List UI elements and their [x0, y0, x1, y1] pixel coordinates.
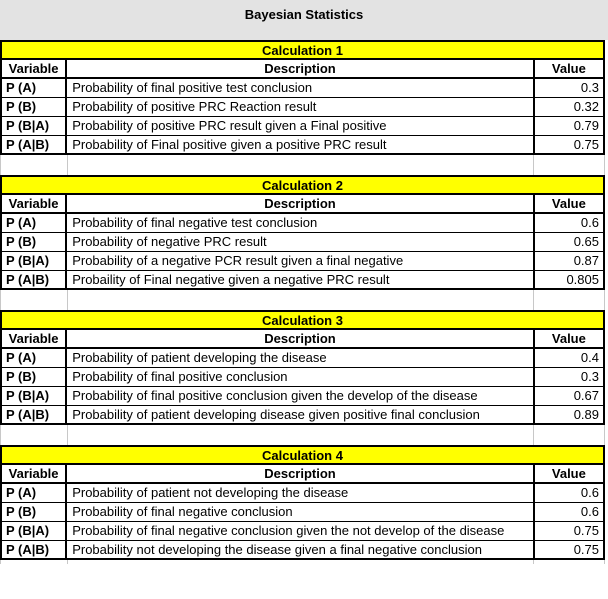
- calculation-table: [0, 175, 605, 290]
- calculation-table: [0, 445, 605, 560]
- variable-cell[interactable]: P (A): [1, 483, 66, 502]
- table-row: [1, 367, 604, 386]
- variable-cell[interactable]: P (A|B): [1, 540, 66, 559]
- calculation-section: [0, 40, 608, 175]
- gridline: [67, 155, 68, 175]
- description-cell[interactable]: Probability of patient developing the disease: [66, 348, 534, 367]
- value-cell[interactable]: 0.805: [534, 270, 604, 289]
- gridline: [604, 560, 605, 564]
- section-body: [1, 348, 604, 424]
- value-cell[interactable]: 0.87: [534, 251, 604, 270]
- variable-cell[interactable]: P (A): [1, 348, 66, 367]
- sheet-gridline-gap: [0, 155, 608, 175]
- table-row: [1, 135, 604, 154]
- variable-cell[interactable]: P (A|B): [1, 405, 66, 424]
- section-title-cell[interactable]: Calculation 1: [1, 41, 604, 59]
- title-band: [0, 0, 608, 40]
- sheet-gridline-gap: [0, 290, 608, 310]
- value-cell[interactable]: 0.89: [534, 405, 604, 424]
- section-header-row: [1, 446, 604, 464]
- table-row: [1, 540, 604, 559]
- value-cell[interactable]: 0.6: [534, 213, 604, 232]
- section-title-cell[interactable]: Calculation 2: [1, 176, 604, 194]
- calculation-section: [0, 175, 608, 310]
- variable-cell[interactable]: P (B|A): [1, 251, 66, 270]
- section-body: [1, 213, 604, 289]
- gridline: [604, 290, 605, 310]
- variable-cell[interactable]: P (B): [1, 232, 66, 251]
- value-cell[interactable]: 0.75: [534, 540, 604, 559]
- variable-column-header[interactable]: Variable: [1, 194, 66, 213]
- calculation-section: [0, 445, 608, 564]
- table-row: [1, 116, 604, 135]
- value-cell[interactable]: 0.75: [534, 521, 604, 540]
- table-row: [1, 213, 604, 232]
- table-row: [1, 348, 604, 367]
- description-cell[interactable]: Probability of final negative conclusion given the not develop of the disease: [66, 521, 534, 540]
- description-column-header[interactable]: Description: [66, 464, 534, 483]
- value-cell[interactable]: 0.3: [534, 367, 604, 386]
- section-body: [1, 78, 604, 154]
- gridline: [67, 290, 68, 310]
- gridline: [533, 290, 534, 310]
- value-cell[interactable]: 0.67: [534, 386, 604, 405]
- value-cell[interactable]: 0.32: [534, 97, 604, 116]
- table-row: [1, 521, 604, 540]
- table-row: [1, 270, 604, 289]
- description-column-header[interactable]: Description: [66, 329, 534, 348]
- description-cell[interactable]: Probability of final positive conclusion given the develop of the disease: [66, 386, 534, 405]
- gridline: [67, 425, 68, 445]
- table-row: [1, 251, 604, 270]
- variable-cell[interactable]: P (B): [1, 97, 66, 116]
- variable-cell[interactable]: P (B|A): [1, 386, 66, 405]
- description-cell[interactable]: Probability of positive PRC Reaction result: [66, 97, 534, 116]
- table-row: [1, 232, 604, 251]
- variable-cell[interactable]: P (A|B): [1, 270, 66, 289]
- table-row: [1, 502, 604, 521]
- section-title-cell[interactable]: Calculation 3: [1, 311, 604, 329]
- gridline: [0, 290, 1, 310]
- value-column-header[interactable]: Value: [534, 464, 604, 483]
- description-cell[interactable]: Probability not developing the disease given a final negative conclusion: [66, 540, 534, 559]
- variable-cell[interactable]: P (B|A): [1, 116, 66, 135]
- calculation-table: [0, 310, 605, 425]
- section-title-cell[interactable]: Calculation 4: [1, 446, 604, 464]
- gridline: [604, 155, 605, 175]
- gridline: [67, 560, 68, 564]
- column-header-row: [1, 464, 604, 483]
- description-cell[interactable]: Probability of final negative conclusion: [66, 502, 534, 521]
- table-row: [1, 483, 604, 502]
- gridline: [533, 425, 534, 445]
- value-cell[interactable]: 0.3: [534, 78, 604, 97]
- column-header-row: [1, 59, 604, 78]
- value-column-header[interactable]: Value: [534, 329, 604, 348]
- variable-cell[interactable]: P (B|A): [1, 521, 66, 540]
- column-header-row: [1, 329, 604, 348]
- variable-column-header[interactable]: Variable: [1, 464, 66, 483]
- value-cell[interactable]: 0.6: [534, 483, 604, 502]
- section-header-row: [1, 176, 604, 194]
- value-cell[interactable]: 0.4: [534, 348, 604, 367]
- description-cell[interactable]: Probability of patient not developing the disease: [66, 483, 534, 502]
- gridline: [0, 425, 1, 445]
- description-cell[interactable]: Probability of a negative PCR result given a final negative: [66, 251, 534, 270]
- variable-column-header[interactable]: Variable: [1, 59, 66, 78]
- description-cell[interactable]: Probability of Final positive given a positive PRC result: [66, 135, 534, 154]
- calculation-section: [0, 310, 608, 445]
- page-title: Bayesian Statistics: [244, 7, 364, 22]
- variable-column-header[interactable]: Variable: [1, 329, 66, 348]
- table-row: [1, 405, 604, 424]
- gridline: [533, 155, 534, 175]
- value-cell[interactable]: 0.75: [534, 135, 604, 154]
- description-cell[interactable]: Probaility of Final negative given a negative PRC result: [66, 270, 534, 289]
- variable-cell[interactable]: P (B): [1, 502, 66, 521]
- sections-container: [0, 40, 608, 564]
- gridline: [604, 425, 605, 445]
- sheet-gridline-gap: [0, 560, 608, 564]
- description-cell[interactable]: Probability of patient developing disease given positive final conclusion: [66, 405, 534, 424]
- value-cell[interactable]: 0.6: [534, 502, 604, 521]
- gridline: [533, 560, 534, 564]
- description-column-header[interactable]: Description: [66, 194, 534, 213]
- value-column-header[interactable]: Value: [534, 194, 604, 213]
- description-cell[interactable]: Probability of final positive test conclusion: [66, 78, 534, 97]
- gridline: [0, 560, 1, 564]
- description-cell[interactable]: Probability of positive PRC result given a Final positive: [66, 116, 534, 135]
- variable-cell[interactable]: P (A): [1, 213, 66, 232]
- calculation-table: [0, 40, 605, 155]
- description-column-header[interactable]: Description: [66, 59, 534, 78]
- value-cell[interactable]: 0.79: [534, 116, 604, 135]
- table-row: [1, 386, 604, 405]
- variable-cell[interactable]: P (B): [1, 367, 66, 386]
- description-cell[interactable]: Probability of negative PRC result: [66, 232, 534, 251]
- variable-cell[interactable]: P (A): [1, 78, 66, 97]
- value-cell[interactable]: 0.65: [534, 232, 604, 251]
- description-cell[interactable]: Probability of final negative test conclusion: [66, 213, 534, 232]
- section-body: [1, 483, 604, 559]
- variable-cell[interactable]: P (A|B): [1, 135, 66, 154]
- table-row: [1, 97, 604, 116]
- section-header-row: [1, 311, 604, 329]
- column-header-row: [1, 194, 604, 213]
- section-header-row: [1, 41, 604, 59]
- sheet-gridline-gap: [0, 425, 608, 445]
- description-cell[interactable]: Probability of final positive conclusion: [66, 367, 534, 386]
- value-column-header[interactable]: Value: [534, 59, 604, 78]
- table-row: [1, 78, 604, 97]
- gridline: [0, 155, 1, 175]
